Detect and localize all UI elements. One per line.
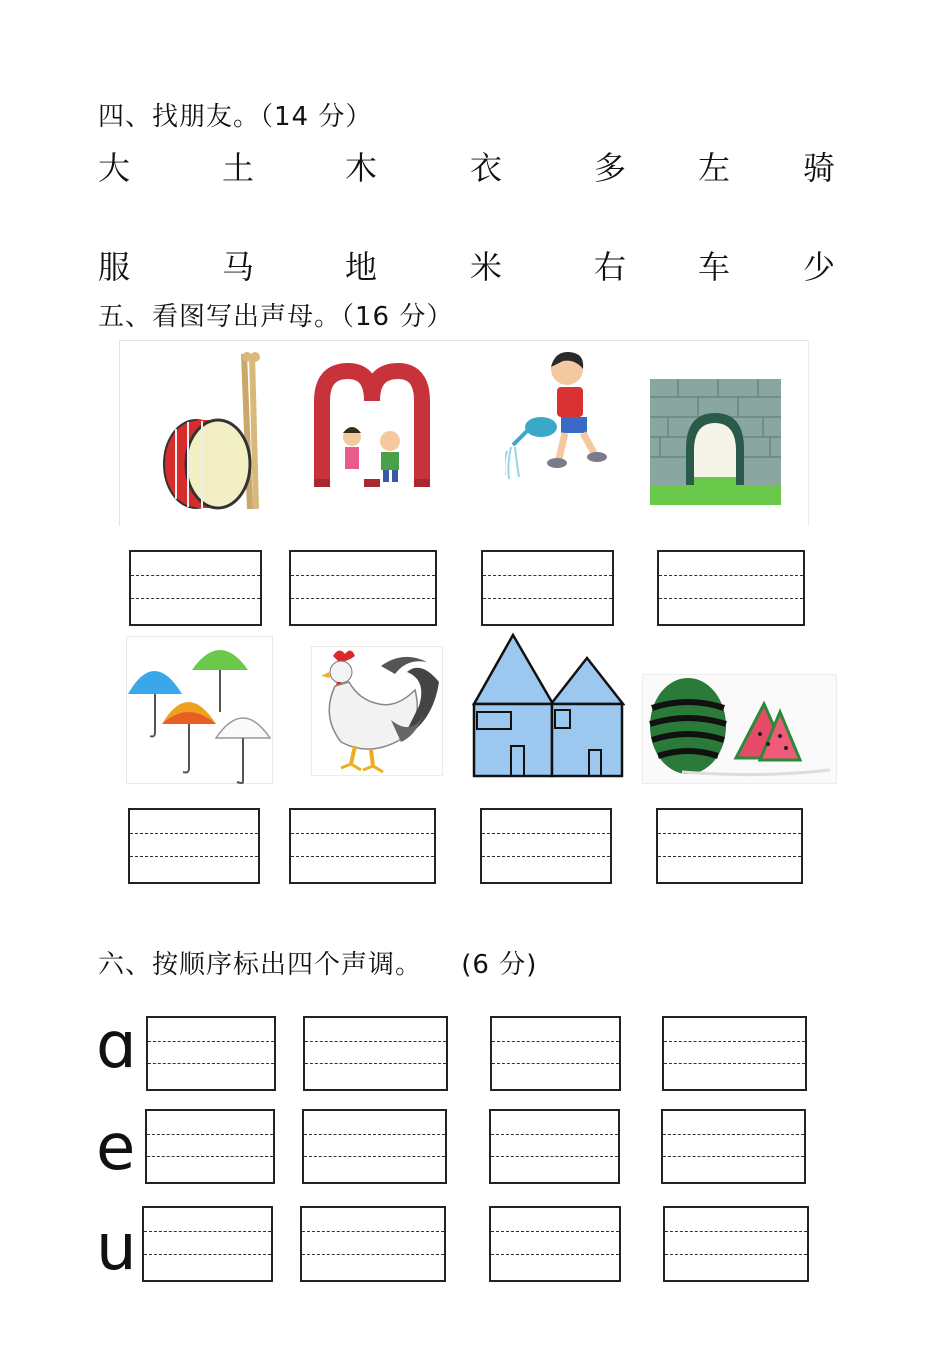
char-cell: 骑 bbox=[802, 149, 835, 187]
boy-watering-icon bbox=[505, 347, 615, 497]
char-cell: 衣 bbox=[469, 149, 502, 187]
char-cell: 土 bbox=[221, 149, 254, 187]
answer-box[interactable] bbox=[480, 808, 612, 884]
houses-icon bbox=[471, 632, 625, 778]
drum-icon bbox=[156, 349, 266, 519]
answer-box[interactable] bbox=[657, 550, 805, 626]
rooster-icon bbox=[311, 646, 443, 776]
answer-box[interactable] bbox=[300, 1206, 446, 1282]
section6-title: 六、按顺序标出四个声调。 bbox=[98, 950, 423, 980]
answer-box[interactable] bbox=[128, 808, 260, 884]
char-cell: 木 bbox=[344, 149, 377, 187]
answer-box[interactable] bbox=[145, 1109, 275, 1184]
vowel-u: u bbox=[96, 1211, 137, 1285]
char-cell: 地 bbox=[344, 248, 377, 286]
answer-box[interactable] bbox=[303, 1016, 448, 1091]
answer-box[interactable] bbox=[302, 1109, 447, 1184]
umbrellas-icon bbox=[126, 636, 273, 784]
char-cell: 米 bbox=[469, 248, 502, 286]
picture-row-1 bbox=[119, 340, 809, 526]
answer-box[interactable] bbox=[656, 808, 803, 884]
section6-heading bbox=[98, 944, 537, 981]
answer-box[interactable] bbox=[289, 550, 437, 626]
answer-box[interactable] bbox=[129, 550, 262, 626]
city-gate-icon bbox=[648, 377, 783, 507]
answer-box[interactable] bbox=[481, 550, 614, 626]
section5-heading: 五、看图写出声母。（16 分） bbox=[98, 302, 454, 332]
answer-box[interactable] bbox=[490, 1016, 621, 1091]
char-cell: 大 bbox=[97, 149, 130, 187]
char-cell: 少 bbox=[802, 248, 835, 286]
char-cell: 服 bbox=[97, 248, 130, 286]
answer-box[interactable] bbox=[146, 1016, 276, 1091]
answer-box[interactable] bbox=[663, 1206, 809, 1282]
section4-heading: 四、找朋友。（14 分） bbox=[98, 102, 373, 132]
section6-score: (6 分) bbox=[461, 950, 538, 980]
vowel-e: e bbox=[96, 1111, 136, 1185]
char-cell: 车 bbox=[697, 248, 730, 286]
answer-box[interactable] bbox=[662, 1016, 807, 1091]
vowel-a: ɑ bbox=[96, 1009, 137, 1083]
char-cell: 右 bbox=[593, 248, 626, 286]
answer-box[interactable] bbox=[142, 1206, 273, 1282]
answer-box[interactable] bbox=[661, 1109, 806, 1184]
char-cell: 左 bbox=[697, 149, 730, 187]
char-cell: 马 bbox=[221, 248, 254, 286]
door-arch-m-icon bbox=[310, 361, 435, 491]
watermelon-icon bbox=[642, 674, 837, 784]
answer-box[interactable] bbox=[489, 1109, 620, 1184]
char-cell: 多 bbox=[593, 149, 626, 187]
answer-box[interactable] bbox=[489, 1206, 621, 1282]
answer-box[interactable] bbox=[289, 808, 436, 884]
